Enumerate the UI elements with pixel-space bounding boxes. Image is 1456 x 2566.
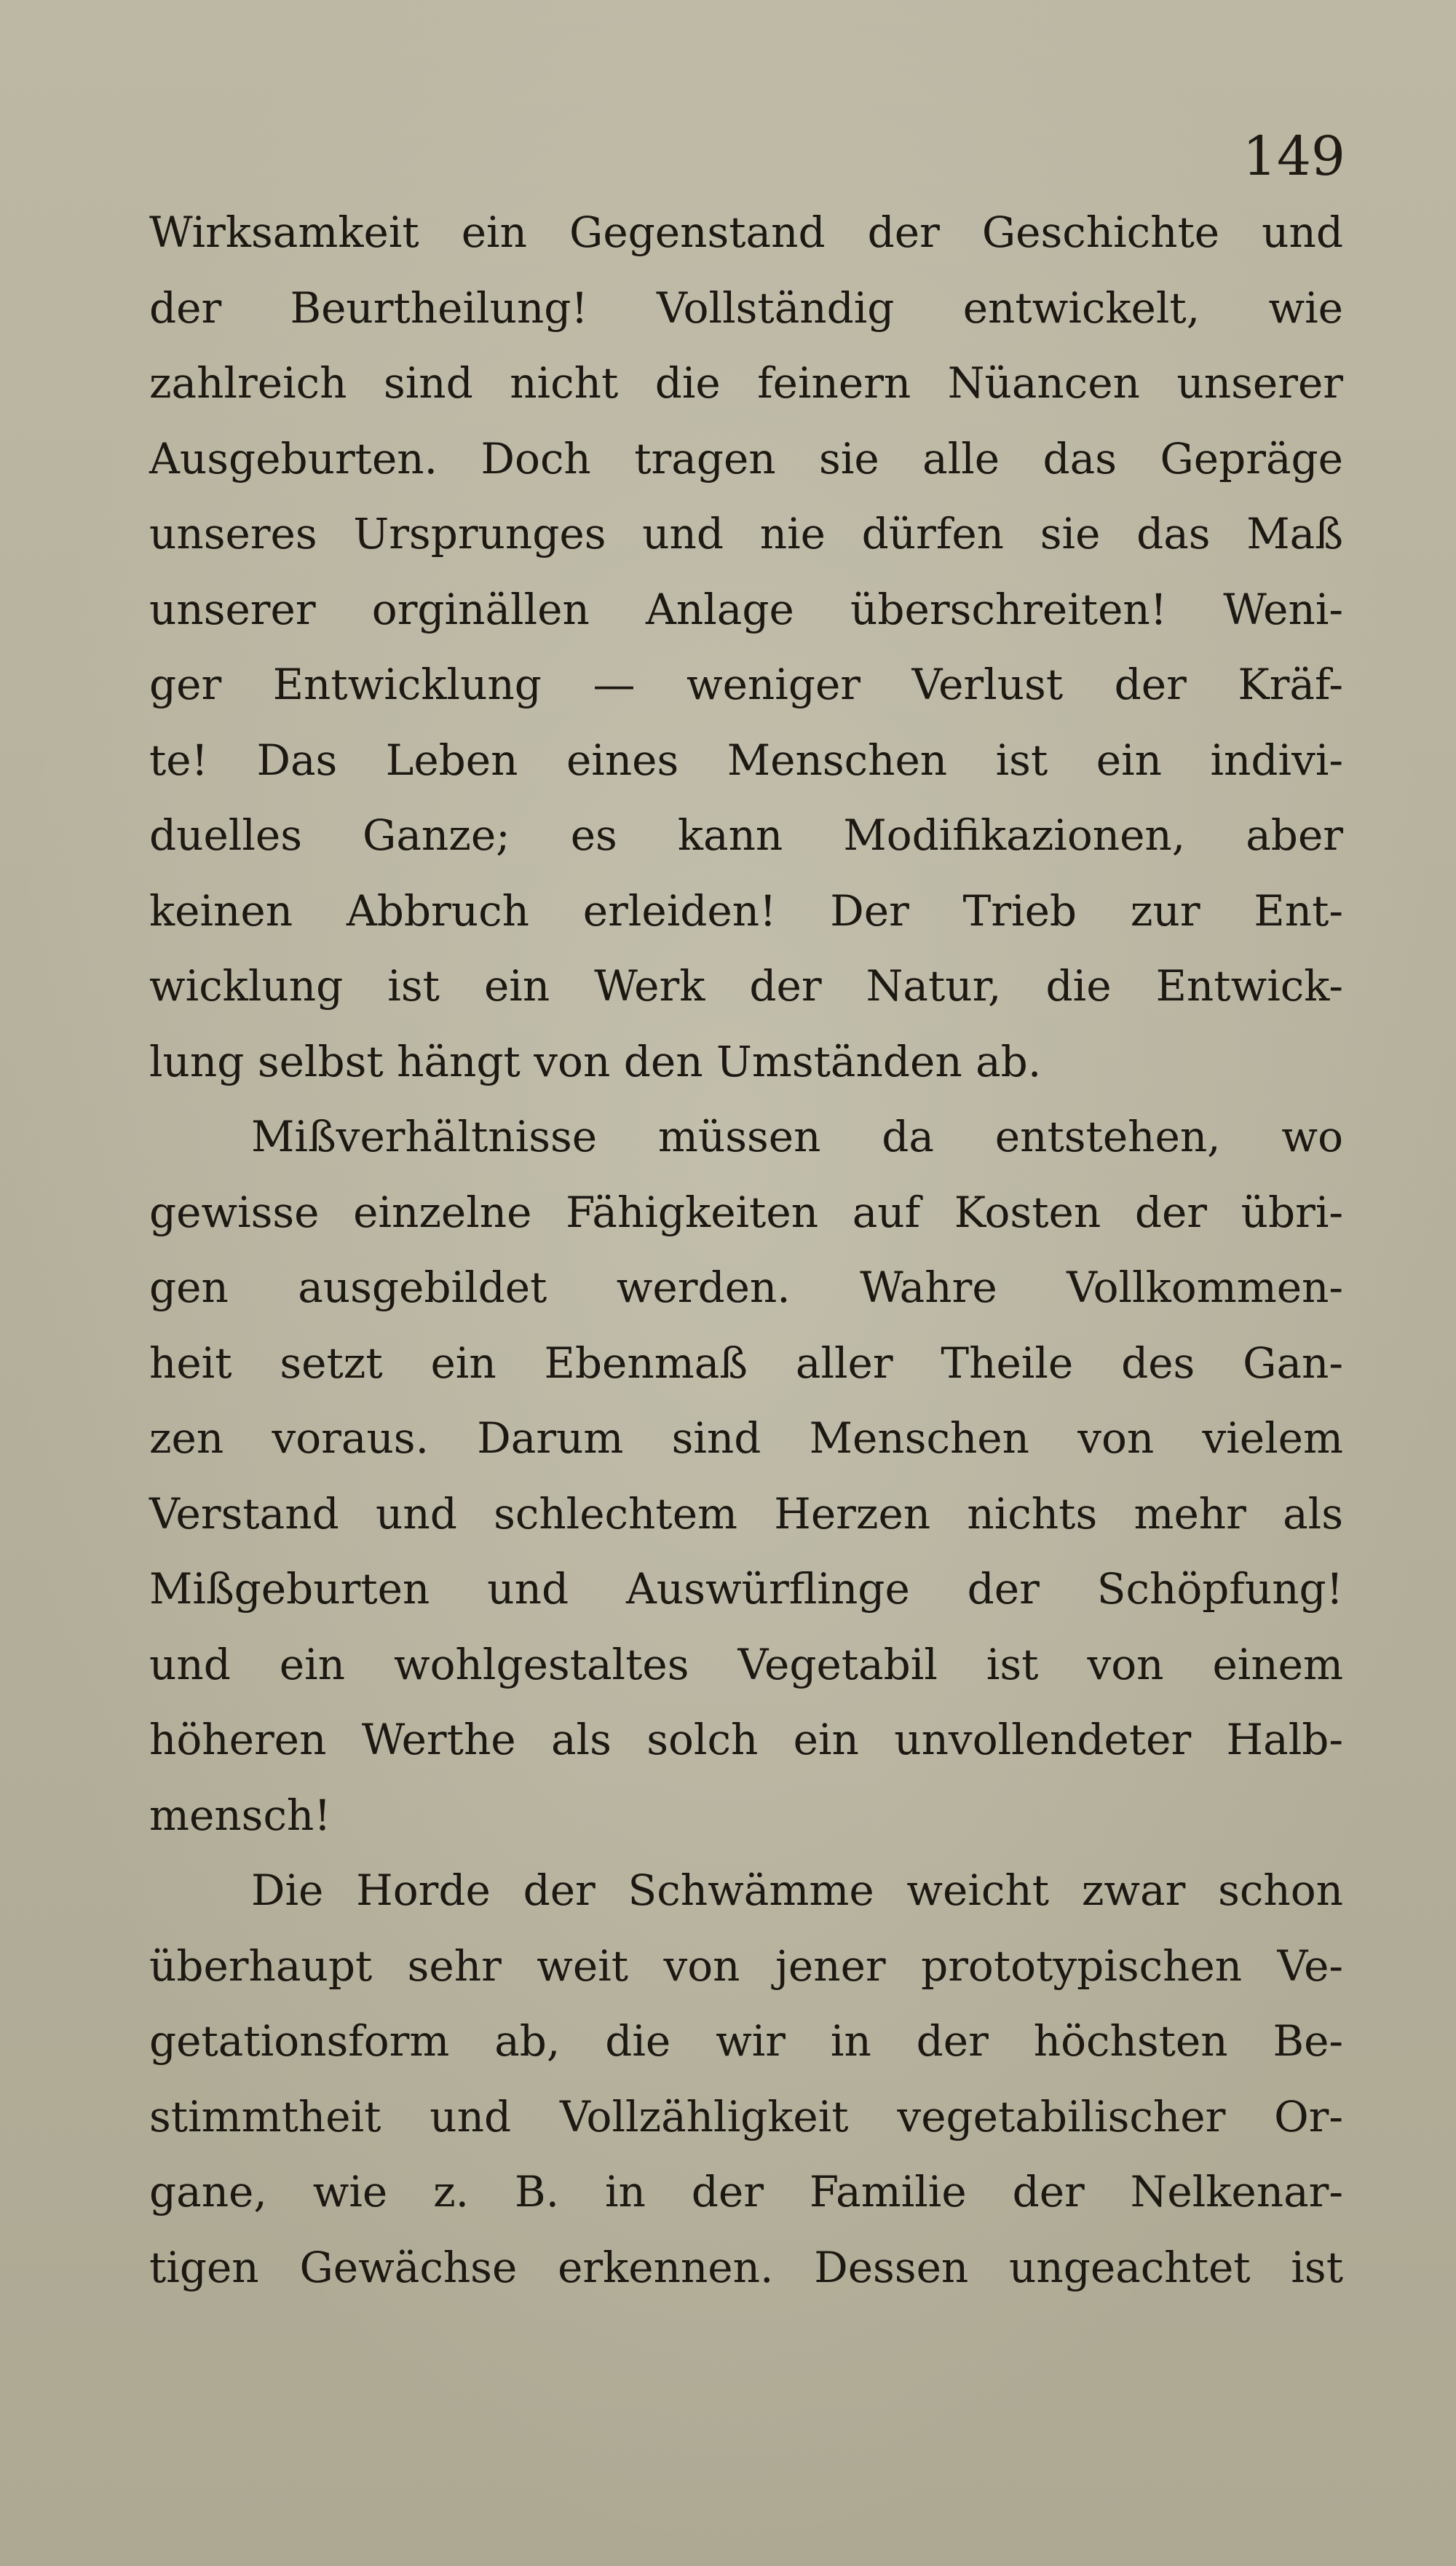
text-line: unseres Ursprunges und nie dürfen sie das Maß xyxy=(149,509,1343,558)
body-text xyxy=(149,195,1343,2305)
text-line: wicklung ist ein Werk der Natur, die Entwick- xyxy=(149,961,1343,1011)
paragraph-3 xyxy=(149,1853,1343,2305)
text-line: höheren Werthe als solch ein unvollendeter Halb- xyxy=(149,1715,1343,1764)
text-line: te! Das Leben eines Menschen ist ein indivi- xyxy=(149,735,1343,785)
text-line: lung selbst hängt von den Umständen ab. xyxy=(149,1036,1042,1086)
text-line: Mißverhältnisse müssen da entstehen, wo xyxy=(251,1112,1343,1161)
text-line: heit setzt ein Ebenmaß aller Theile des Gan- xyxy=(149,1338,1343,1388)
page-number: 149 xyxy=(1242,125,1345,188)
text-line: keinen Abbruch erleiden! Der Trieb zur Ent- xyxy=(149,885,1343,936)
text-line: duelles Ganze; es kann Modifikazionen, aber xyxy=(149,810,1343,860)
text-line: und ein wohlgestaltes Vegetabil ist von einem xyxy=(149,1639,1343,1689)
text-line: Wirksamkeit ein Gegenstand der Geschichte und xyxy=(149,208,1343,257)
text-line: gewisse einzelne Fähigkeiten auf Kosten der übri- xyxy=(149,1187,1343,1237)
text-line: mensch! xyxy=(149,1790,331,1840)
text-line: Ausgeburten. Doch tragen sie alle das Gepräge xyxy=(149,433,1343,483)
text-line: tigen Gewächse erkennen. Dessen ungeachtet ist xyxy=(149,2242,1343,2292)
paragraph-2 xyxy=(149,1100,1343,1853)
text-line: Mißgeburten und Auswürflinge der Schöpfung! xyxy=(149,1564,1343,1614)
text-line: getationsform ab, die wir in der höchsten Be- xyxy=(149,2016,1343,2066)
text-line: gen ausgebildet werden. Wahre Vollkommen- xyxy=(149,1263,1343,1312)
text-line: zahlreich sind nicht die feinern Nüancen unserer xyxy=(149,358,1343,408)
text-line: Die Horde der Schwämme weicht zwar schon xyxy=(251,1866,1343,1915)
text-line: gane, wie z. B. in der Familie der Nelkenar- xyxy=(149,2167,1343,2216)
text-line: überhaupt sehr weit von jener prototypischen Ve- xyxy=(149,1941,1343,1991)
text-line: unserer orginällen Anlage überschreiten! Weni- xyxy=(149,584,1343,634)
text-line: stimmtheit und Vollzähligkeit vegetabilischer Or- xyxy=(149,2091,1343,2141)
text-line: Verstand und schlechtem Herzen nichts mehr als xyxy=(149,1488,1343,1539)
paragraph-1 xyxy=(149,195,1343,1100)
text-line: zen voraus. Darum sind Menschen von vielem xyxy=(149,1413,1343,1463)
text-line: ger Entwicklung — weniger Verlust der Kräf- xyxy=(149,660,1343,709)
text-line: der Beurtheilung! Vollständig entwickelt, wie xyxy=(149,283,1343,333)
